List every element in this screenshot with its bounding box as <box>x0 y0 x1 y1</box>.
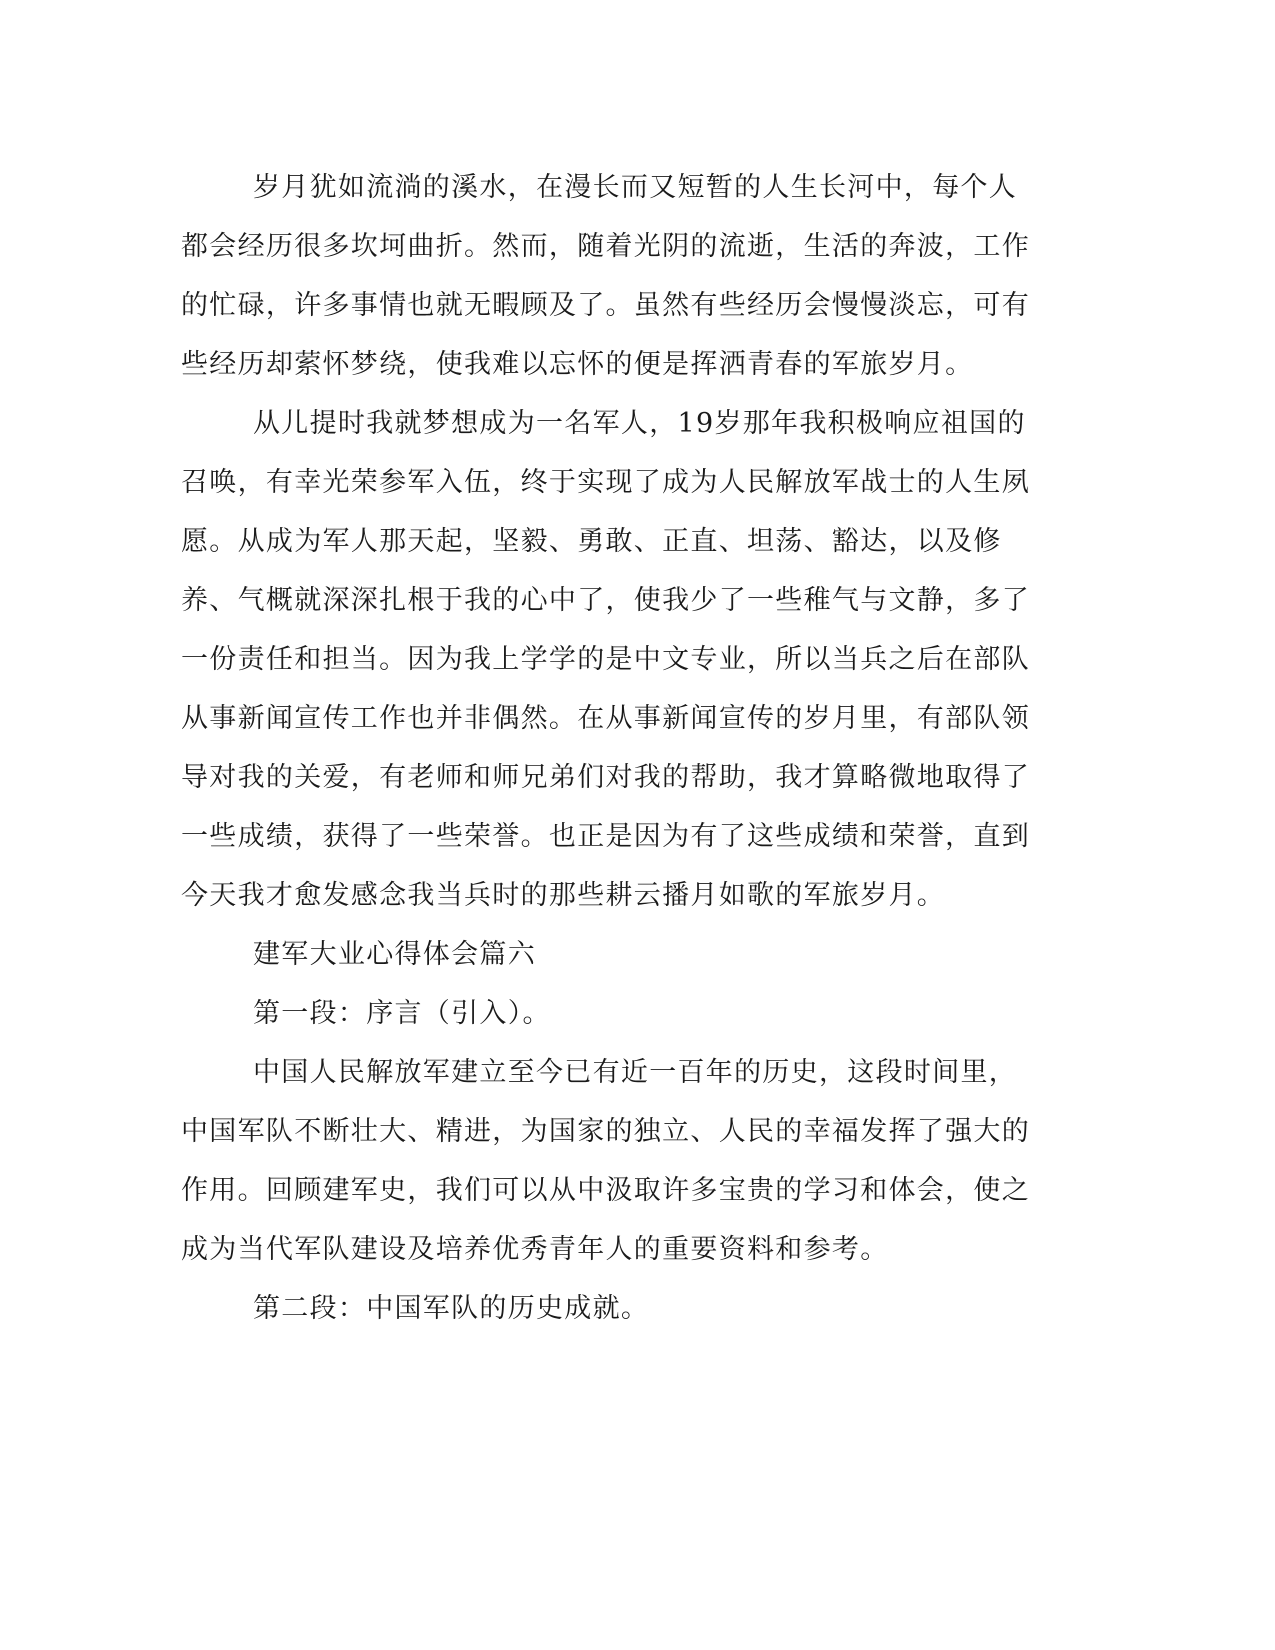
paragraph-army-years: 岁月犹如流淌的溪水，在漫长而又短暂的人生长河中，每个人都会经历很多坎坷曲折。然而，随着光阴的流逝，生活的奔波，工作的忙碌，许多事情也就无暇顾及了。虽然有些经历会慢慢淡忘，可有些经历却萦怀梦绕，使我难以忘怀的便是挥洒青春的军旅岁月。 <box>181 172 1030 380</box>
part-one-body: 中国人民解放军建立至今已有近一百年的历史，这段时间里，中国军队不断壮大、精进，为国家的独立、人民的幸福发挥了强大的作用。回顾建军史，我们可以从中汲取许多宝贵的学习和体会，使之成为当代军队建设及培养优秀青年人的重要资料和参考。 <box>181 1057 1030 1265</box>
document-body <box>181 158 1041 1338</box>
section-title: 建军大业心得体会篇六 <box>253 939 536 970</box>
paragraph-childhood-dream: 从儿提时我就梦想成为一名军人，19岁那年我积极响应祖国的召唤，有幸光荣参军入伍，终于实现了成为人民解放军战士的人生夙愿。从成为军人那天起，坚毅、勇敢、正直、坦荡、豁达，以及修养、气概就深深扎根于我的心中了，使我少了一些稚气与文静，多了一份责任和担当。因为我上学学的是中文专业，所以当兵之后在部队从事新闻宣传工作也并非偶然。在从事新闻宣传的岁月里，有部队领导对我的关爱，有老师和师兄弟们对我的帮助，我才算略微地取得了一些成绩，获得了一些荣誉。也正是因为有了这些成绩和荣誉，直到今天我才愈发感念我当兵时的那些耕云播月如歌的军旅岁月。 <box>181 408 1030 911</box>
part-one-heading: 第一段：序言（引入）。 <box>253 998 551 1029</box>
part-two-heading: 第二段：中国军队的历史成就。 <box>253 1293 650 1324</box>
